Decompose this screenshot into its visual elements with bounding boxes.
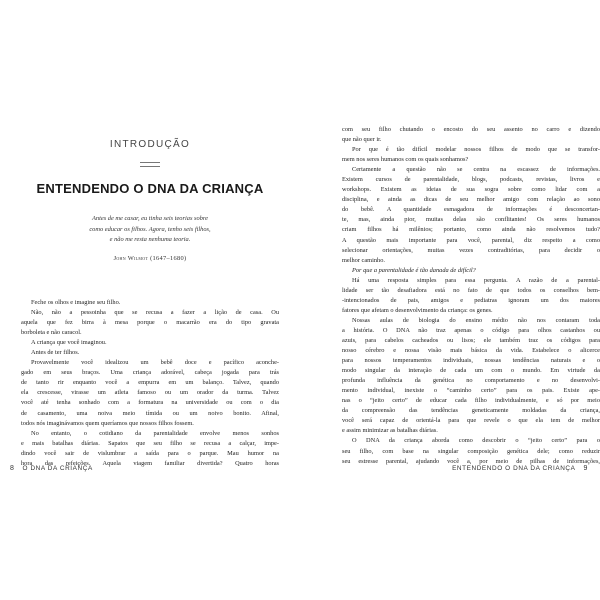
text-line: a história. O DNA não traz apenas o código para olhos castanhos ou — [342, 326, 600, 334]
text-line: Por que é tão difícil modelar nossos filhos de modo que se transfor- — [352, 146, 600, 154]
text-line: workshops. Existem as ideias de sua sogra sobre como lidar com a — [342, 186, 600, 194]
text-line: A questão mais importante para você, parental, diz respeito a como — [342, 236, 600, 244]
text-line: seu estresse parental, ajudando você a, por meio de pilhas de informações, — [342, 457, 600, 465]
ornament-icon — [140, 162, 160, 167]
text-line: No entanto, o cotidiano da parentalidade envolve menos sonhos — [31, 429, 279, 437]
running-head: O DNA DA CRIANÇA — [22, 465, 93, 472]
ornament-divider — [0, 154, 300, 172]
text-line: de casamento, uma noiva meio tímida ou um noivo bonito. Afinal, — [21, 409, 279, 417]
text-line: para nossos temperamentos individuais, nossas tendências naturais e o — [342, 357, 600, 365]
epigraph-line: como educar os filhos. Agora, tenho seis filhos, — [89, 225, 211, 233]
text-line: selecionar orientações, muitas vezes contraditórias, para decidir o — [342, 246, 600, 254]
text-line: Certamente a questão não se centra na escassez de informações. — [352, 166, 600, 174]
text-line: gado em seus braços. Uma criança adorável, cabeça jogada para trás — [21, 369, 279, 377]
text-line: do bebê. A quantidade esmagadora de informações é desconcertan- — [342, 206, 600, 214]
text-line: A criança que você imaginou. — [31, 339, 107, 347]
text-line: dindo você sair de vislumbrar a saída para o parque. Mau humor na — [21, 449, 279, 457]
text-line: nosso cérebro e nossa visão mais básica da vida. Estabelece o alicerce — [342, 347, 600, 355]
epigraph-author: John Wilmot — [113, 255, 149, 262]
text-line: ela crescesse, virasse um atleta famoso ou um orador da turma. Talvez — [21, 389, 279, 397]
text-line: te, mas, ainda pior, muitas delas são conflitantes! Os seres humanos — [342, 216, 600, 224]
text-line: você até tenha sonhado com a formatura na universidade ou com o dia — [21, 399, 279, 407]
text-line: mento individual, inexiste o “caminho certo” para os pais. Existe ape- — [342, 387, 600, 395]
text-line: O DNA da criança aborda como descobrir o “jeito certo” para o — [352, 437, 600, 445]
text-line: com seu filho chutando o encosto do seu assento no carro e dizendo — [342, 126, 600, 133]
left-footer — [10, 465, 93, 472]
text-line: modo singular da interação de cada um com o mundo. Em virtude da — [342, 367, 600, 375]
text-line: azuis, para cabelos cacheados ou lisos; ele também traz os códigos para — [342, 336, 600, 344]
left-body-text — [21, 298, 279, 469]
text-line: seu filho, com base na singular composição genética dele; como reduzir — [342, 447, 600, 455]
text-line: e assim minimizar as batalhas diárias. — [342, 427, 438, 435]
text-line: Feche os olhos e imagine seu filho. — [31, 299, 121, 306]
text-line: lidade ser tão desafiadora está no fato de que todos os conselhos bem- — [342, 286, 600, 294]
text-line: borboleta e não caracol. — [21, 329, 82, 337]
text-line: Existem cursos de parentalidade, blogs, podcasts, revistas, livros e — [342, 176, 600, 184]
chapter-title: ENTENDENDO O DNA DA CRIANÇA — [36, 181, 264, 196]
running-head: ENTENDENDO O DNA DA CRIANÇA — [452, 465, 576, 472]
text-line: você será capaz de orientá-la para que revele o que ela tem de melhor — [342, 417, 600, 425]
text-line: todos nós imaginávamos quem queríamos que nossos filhos fossem. — [21, 419, 194, 427]
epigraph-line: e não me resta nenhuma teoria. — [109, 236, 191, 243]
right-body-text — [342, 125, 600, 467]
text-line: hora das refeições. Aquela viagem familiar divertida? Quatro horas — [21, 459, 279, 467]
right-page — [300, 0, 600, 600]
text-line: e mais batalhas diárias. Sapatos que seu filho se recusa a calçar, impe- — [21, 439, 279, 447]
text-line: -intencionados de pais, amigos e pediatras ignoram um dos maiores — [342, 296, 600, 304]
text-line: nas o “jeito certo” de educar cada filho individualmente, e só por meio — [342, 397, 600, 405]
text-line: aquela que fez birra à mesa porque o macarrão era do tipo gravata — [21, 319, 279, 327]
text-line: Não, não a pessoinha que se recusa a fazer a lição de casa. Ou — [31, 309, 279, 317]
text-line: Antes de ter filhos. — [31, 349, 80, 357]
epigraph-years: (1647–1680) — [150, 255, 187, 262]
text-line: Há uma resposta simples para essa pergunta. A razão de a parental- — [352, 276, 600, 284]
text-line: criam filhos há milênios; portanto, como ainda não resolvemos tudo? — [342, 226, 600, 234]
right-footer — [452, 465, 588, 472]
page-number: 8 — [10, 465, 15, 472]
epigraph-attribution — [0, 255, 300, 262]
text-line: fatores que afetam o desenvolvimento da criança: os genes. — [342, 306, 493, 314]
page-number: 9 — [583, 465, 588, 472]
text-line: da compreensão das tendências geneticamente moldadas da criança, — [342, 407, 600, 415]
text-line: profunda influência da genética no comportamento e no desenvolvi- — [342, 377, 600, 385]
text-line: que não quer ir. — [342, 136, 382, 144]
epigraph — [60, 214, 240, 246]
epigraph-line: Antes de me casar, eu tinha seis teorias sobre — [91, 215, 209, 222]
section-label: INTRODUÇÃO — [109, 139, 191, 150]
text-line: Provavelmente você idealizou um bebê doce e pacífico aconche- — [31, 359, 279, 367]
text-line: melhor caminho. — [342, 256, 385, 264]
text-line: disciplina, e ainda as dicas de seu melhor amigo com relação ao sono — [342, 196, 600, 204]
text-line: de tanto rir enquanto você a empurra em um balanço. Talvez, quando — [21, 379, 279, 387]
text-line: Por que a parentalidade é tão danada de difícil? — [352, 266, 476, 274]
text-line: mem nos seres humanos com os quais sonhamos? — [342, 156, 469, 164]
text-line: Nossas aulas de biologia do ensino médio não nos contaram toda — [352, 316, 600, 324]
